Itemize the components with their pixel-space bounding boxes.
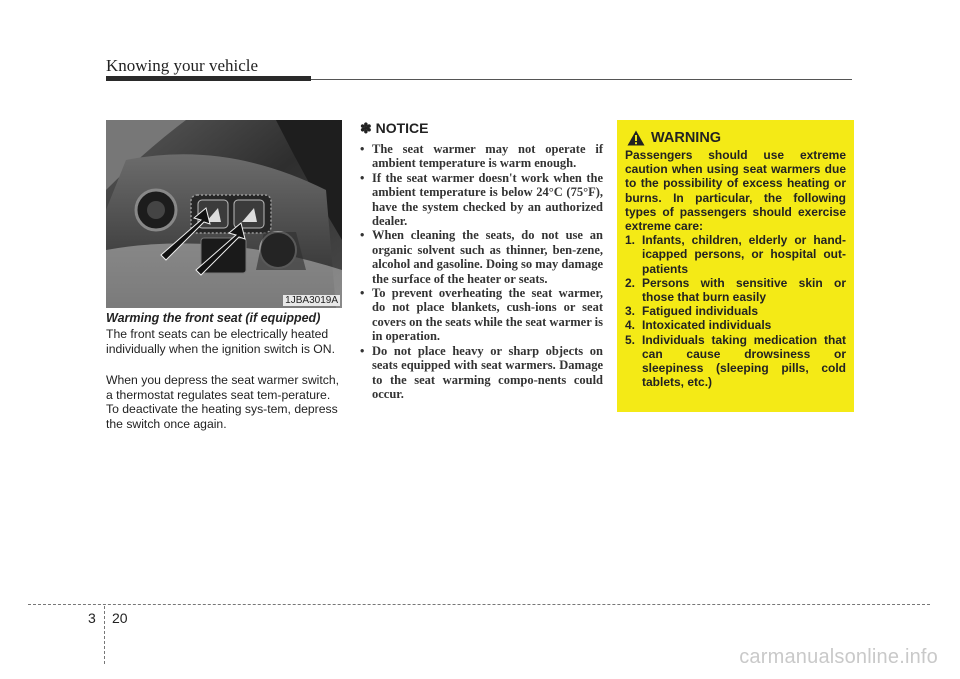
section-caption: Warming the front seat (if equipped) (106, 311, 321, 325)
notice-title: ✽ NOTICE (360, 120, 429, 136)
warning-item: 3. Fatigued individuals (625, 304, 759, 319)
notice-item: • When cleaning the seats, do not use an organic solvent such as thinner, ben-zene, alcohol and gasoline. Doing so may damage the surface of the heater or seats. (360, 228, 603, 286)
chapter-number: 3 (88, 610, 96, 626)
console-illustration (106, 120, 342, 308)
notice-item: • The seat warmer may not operate if ambient temperature is warm enough. (360, 142, 603, 171)
footer-rule (28, 604, 930, 605)
notice-item: • Do not place heavy or sharp objects on seats equipped with seat warmers. Damage to the seat warming compo-nents could occur. (360, 344, 603, 402)
notice-box (360, 120, 603, 401)
header-title: Knowing your vehicle (106, 56, 259, 75)
seat-warmer-photo (106, 120, 342, 308)
warning-title: WARNING (651, 130, 722, 146)
warning-triangle-icon (627, 130, 645, 146)
figure-code: 1JBA3019A (285, 295, 338, 306)
warning-intro: Passengers should use extreme caution when using seat warmers due to the possibility of excess heating or burns. In particular, the following types of passengers should exercise extreme care: (625, 148, 846, 234)
header-rule-accent (106, 76, 311, 81)
warning-list (625, 233, 846, 389)
page-number: 20 (112, 610, 128, 626)
notice-item: • To prevent overheating the seat warmer, do not place blankets, cush-ions or seat covers on the seats while the seat warmer is in operation. (360, 286, 603, 344)
warning-item: 5. Individuals taking medication that can cause drowsiness or sleepiness (sleeping pills, cold tablets, etc.) (625, 332, 846, 390)
warning-item: 4. Intoxicated individuals (625, 318, 772, 333)
notice-list (360, 142, 603, 401)
warning-header (627, 130, 846, 146)
body-paragraph: When you depress the seat warmer switch, a thermostat regulates seat tem-perature. To deactivate the heating sys-tem, depress the switch once again. (106, 373, 340, 431)
warning-item: 2. Persons with sensitive skin or those that burn easily (625, 275, 846, 305)
notice-item: • If the seat warmer doesn't work when the ambient temperature is below 24°C (75°F), have the system checked by an authorized dealer. (360, 171, 603, 229)
body-paragraph: The front seats can be electrically heated individually when the ignition switch is ON. (106, 327, 335, 356)
warning-box (617, 120, 854, 412)
watermark: carmanualsonline.info (739, 646, 938, 668)
warning-item: 1. Infants, children, elderly or hand-icapped persons, or hospital out-patients (625, 233, 846, 276)
footer-divider (104, 606, 105, 664)
